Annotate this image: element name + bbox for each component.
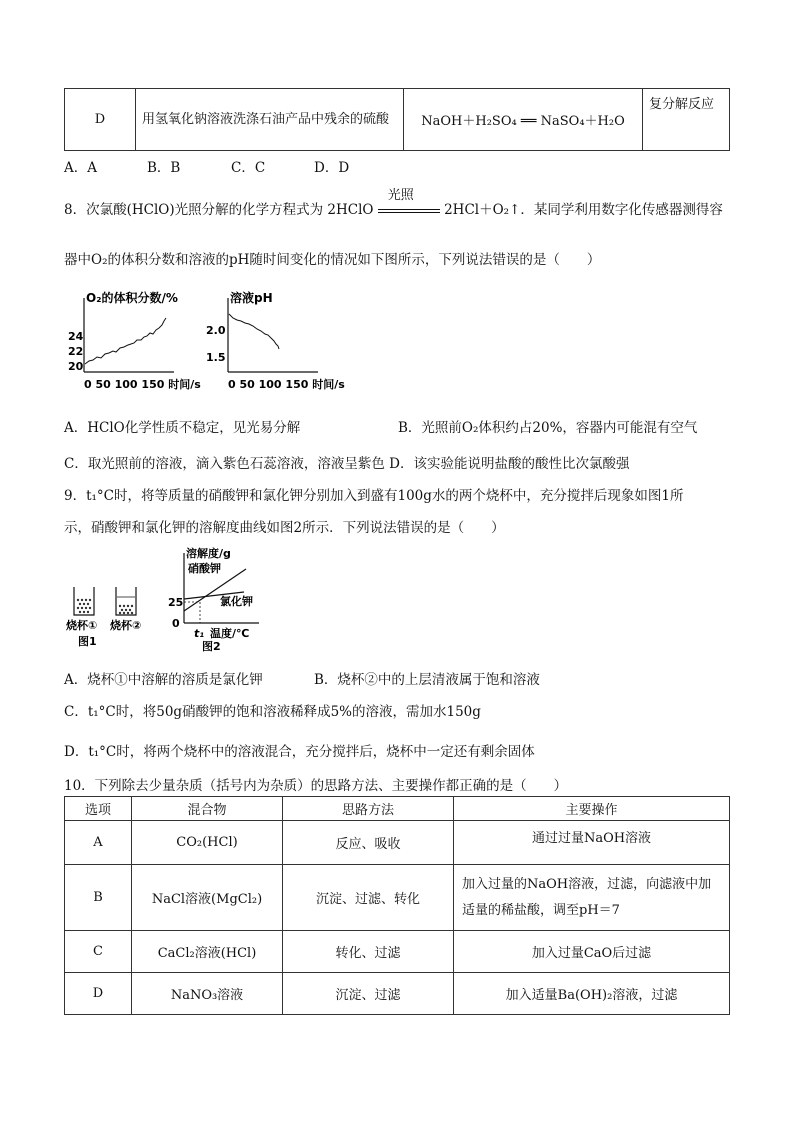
- q10-row-d-operation: 加入适量Ba(OH)₂溶液，过滤: [454, 973, 730, 1015]
- q8-chart1-ytick-20: 20: [68, 360, 84, 373]
- beaker-1-icon: [74, 587, 94, 615]
- q10-row-a-operation: 通过过量NaOH溶液: [454, 821, 730, 865]
- q10-row-a-method: 反应、吸收: [283, 821, 454, 865]
- q10-row-d-mixture: NaNO₃溶液: [132, 973, 283, 1015]
- q9-chart-origin: 0: [172, 617, 180, 630]
- q8-stem-1a: 8．次氯酸(HClO)光照分解的化学方程式为 2HClO: [64, 202, 374, 218]
- q9-beaker1-label: 烧杯①: [66, 619, 98, 632]
- q10-row-b-mixture: NaCl溶液(MgCl₂): [132, 865, 283, 931]
- q8-option-b: B．光照前O₂体积约占20%，容器内可能混有空气: [398, 420, 698, 436]
- q9-chart-t1: t₁: [194, 627, 205, 640]
- q9-fig2-label: 图2: [202, 640, 221, 653]
- q10-header-method: 思路方法: [283, 797, 454, 821]
- q9-option-b: B．烧杯②中的上层清液属于饱和溶液: [314, 672, 540, 688]
- q10-row-a-mixture: CO₂(HCl): [132, 821, 283, 865]
- q10-row-b-operation: 加入过量的NaOH溶液，过滤，向滤液中加适量的稀盐酸，调至pH＝7: [454, 865, 730, 931]
- q9-option-d: D．t₁°C时，将两个烧杯中的溶液混合，充分搅拌后，烧杯中一定还有剩余固体: [64, 744, 535, 760]
- q9-fig1-label: 图1: [78, 635, 97, 648]
- q8-chart-o2: [64, 288, 214, 400]
- q10-stem: 10．下列除去少量杂质（括号内为杂质）的思路方法、主要操作都正确的是（ ）: [64, 778, 568, 794]
- q10-row-a-option: A: [65, 821, 132, 865]
- table-row: [65, 821, 730, 865]
- q9-figure: [64, 545, 264, 655]
- table-row: [65, 931, 730, 973]
- q9-chart-kcl: 氯化钾: [220, 595, 253, 608]
- q8-chart2-xticks: 0 50 100 150 时间/s: [228, 378, 345, 391]
- q8-chart1-xticks: 0 50 100 150 时间/s: [84, 378, 201, 391]
- q8-stem-2: 器中O₂的体积分数和溶液的pH随时间变化的情况如下图所示，下列说法错误的是（ ）: [64, 252, 601, 268]
- q10-header-operation: 主要操作: [454, 797, 730, 821]
- q9-stem-1: 9．t₁°C时，将等质量的硝酸钾和氯化钾分别加入到盛有100g水的两个烧杯中，充分搅拌后现象如图1所: [64, 488, 684, 504]
- q7-option-c: C．C: [231, 160, 266, 176]
- q10-row-c-operation: 加入过量CaO后过滤: [454, 931, 730, 973]
- q8-chart1-ylabel: O₂的体积分数/%: [86, 291, 178, 305]
- q8-option-cd: C．取光照前的溶液，滴入紫色石蕊溶液，溶液呈紫色 D．该实验能说明盐酸的酸性比次氯酸强: [64, 456, 630, 472]
- q8-chart2-ytick-15: 1.5: [206, 351, 226, 364]
- q10-row-b-method: 沉淀、过滤、转化: [283, 865, 454, 931]
- q10-row-d-option: D: [65, 973, 132, 1015]
- q10-row-c-mixture: CaCl₂溶液(HCl): [132, 931, 283, 973]
- q10-header-option: 选项: [65, 797, 132, 821]
- q10-table: [64, 796, 730, 1015]
- q10-row-d-method: 沉淀、过滤: [283, 973, 454, 1015]
- q7-row-d-label: D: [65, 89, 136, 151]
- q7-row-d-method: 用氢氧化钠溶液洗涤石油产品中残余的硫酸: [136, 89, 404, 151]
- table-row: [65, 865, 730, 931]
- q10-header-mixture: 混合物: [132, 797, 283, 821]
- q10-row-c-method: 转化、过滤: [283, 931, 454, 973]
- q10-row-c-option: C: [65, 931, 132, 973]
- q10-row-b-option: B: [65, 865, 132, 931]
- q8-chart-ph: [206, 288, 356, 400]
- q8-chart1-ytick-22: 22: [68, 345, 84, 358]
- table-row: [65, 973, 730, 1015]
- q9-option-a: A．烧杯①中溶解的溶质是氯化钾: [64, 672, 263, 688]
- q9-beaker2-label: 烧杯②: [110, 619, 142, 632]
- q8-chart2-series: [229, 314, 279, 349]
- q7-table: [64, 88, 730, 151]
- q9-chart-y25: 25: [168, 596, 184, 609]
- q7-option-d: D．D: [314, 160, 350, 176]
- q9-chart-xlabel: 温度/℃: [210, 627, 250, 640]
- q9-option-c: C．t₁°C时，将50g硝酸钾的饱和溶液稀释成5%的溶液，需加水150g: [64, 704, 481, 720]
- q8-chart2-ytick-2: 2.0: [206, 324, 226, 337]
- q9-stem-2: 示，硝酸钾和氯化钾的溶解度曲线如图2所示．下列说法错误的是（ ）: [64, 520, 505, 536]
- q7-option-a: A．A: [64, 160, 97, 176]
- q7-row-d-equation: NaOH＋H₂SO₄ ══ NaSO₄＋H₂O: [404, 89, 643, 151]
- q7-row-d-type: 复分解反应: [643, 89, 730, 151]
- q8-chart1-ytick-24: 24: [68, 330, 84, 343]
- q7-option-b: B．B: [147, 160, 181, 176]
- q8-condition: 光照: [387, 187, 414, 203]
- q9-chart-ylabel: 溶解度/g: [186, 547, 231, 560]
- q8-option-a: A．HClO化学性质不稳定，见光易分解: [64, 420, 301, 436]
- q8-stem-1: [64, 187, 723, 218]
- q8-chart1-series: [85, 318, 166, 364]
- beaker-2-icon: [116, 587, 136, 615]
- q8-chart2-ylabel: 溶液pH: [230, 291, 273, 305]
- q9-chart-kno3: 硝酸钾: [188, 562, 221, 575]
- q8-stem-1b: 2HCl＋O₂↑．某同学利用数字化传感器测得容: [444, 202, 723, 218]
- q8-reaction-arrow: [378, 187, 440, 218]
